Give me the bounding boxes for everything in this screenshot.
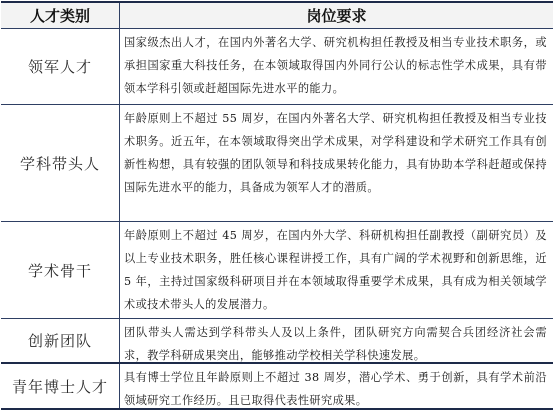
category-cell: 学科带头人: [19, 154, 100, 173]
table-header-row: [1, 3, 553, 29]
requirement-cell: 年龄原则上不超过 55 周岁，在国内外著名大学、研究机构担任教授及相当专业技术职务。近五年，在本领域取得突出学术成果，对学科建设和学术研究工作具有创新性构想，具有较强的团队领导和科技成果转化能力，具有协助本学科赶超或保持国际先进水平的能力，具备成为领军人才的潜质。: [119, 105, 553, 221]
talent-requirements-table: [1, 1, 553, 410]
category-cell: 青年博士人才: [11, 377, 108, 396]
requirement-cell: 具有博士学位且年龄原则上不超过 38 周岁，潜心学术、勇于创新，具有学术前沿领域研究工作经历。且已取得代表性研究成果。: [119, 364, 553, 408]
header-category: 人才类别: [29, 7, 90, 25]
requirement-cell: 国家级杰出人才，在国内外著名大学、研究机构担任教授及相当专业技术职务，或承担国家重大科技任务，在本领域取得国内外同行公认的标志性学术成果，具有带领本学科引领或赶超国际先进水平的能力。: [119, 29, 553, 104]
table-row: [1, 29, 553, 105]
category-cell: 领军人才: [27, 58, 92, 76]
category-cell: 学术骨干: [27, 261, 92, 280]
category-cell: 创新团队: [27, 332, 92, 350]
table-row: [1, 105, 553, 222]
requirement-cell: 年龄原则上不超过 45 周岁，在国内外大学、科研机构担任副教授（副研究员）及以上专业技术职务，胜任核心课程讲授工作，具有广阔的学术视野和创新思维，近 5 年，主持过国家级科研项目并在本领域取得重要学术成果，具有成为相关领域学术或技术带头人的发展潜力。: [119, 222, 553, 318]
table-row: [1, 364, 553, 410]
table-row: [1, 319, 553, 364]
table-row: [1, 222, 553, 319]
requirement-cell: 团队带头人需达到学科带头人及以上条件，团队研究方向需契合兵团经济社会需求，教学科研成果突出，能够推动学校相关学科快速发展。: [119, 319, 553, 362]
header-requirements: 岗位要求: [119, 3, 553, 28]
